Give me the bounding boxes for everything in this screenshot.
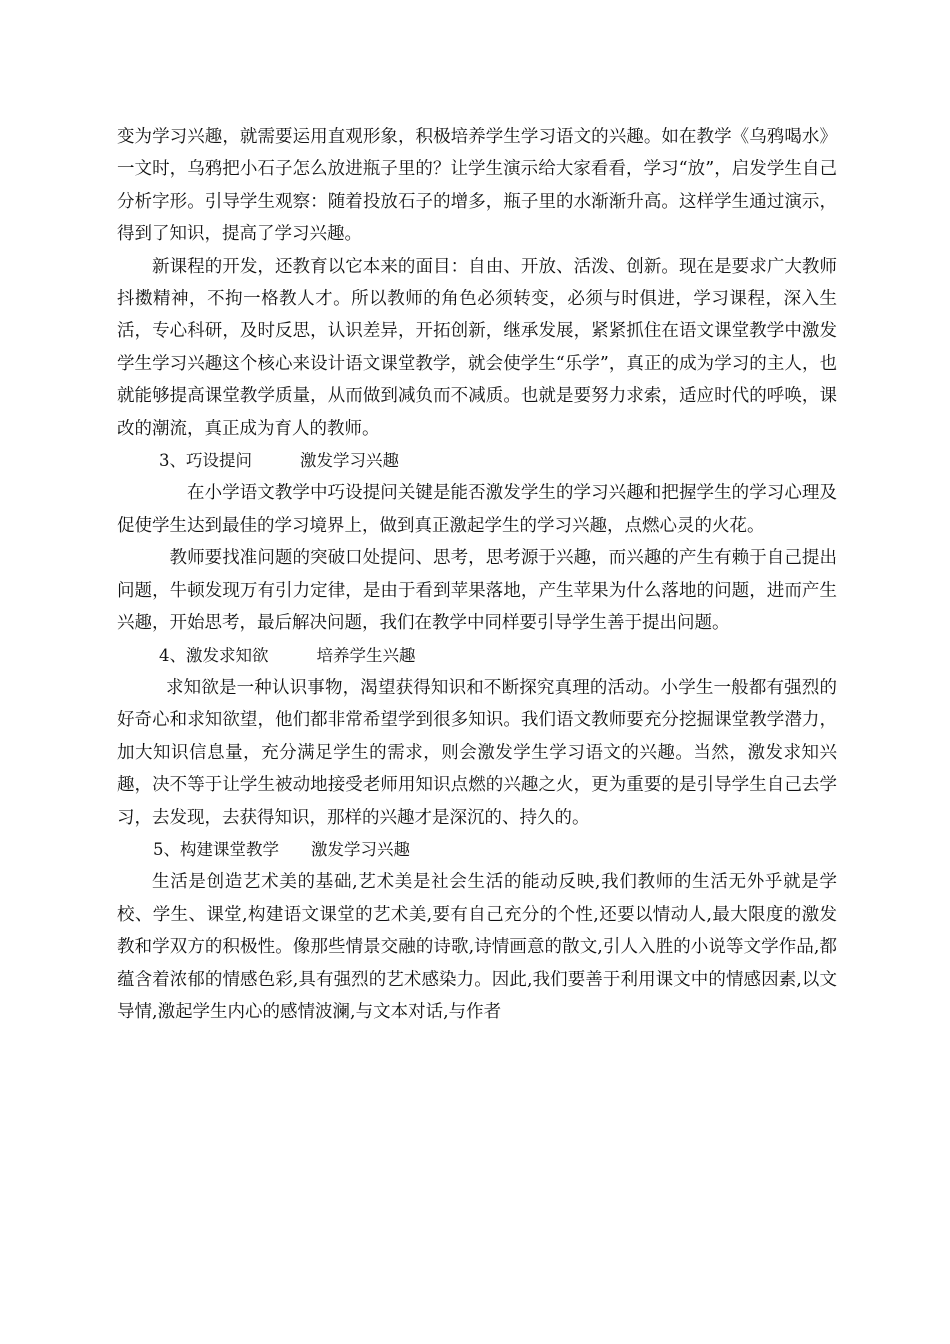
section-heading-3 [117,445,837,477]
paragraph-clever-questions: 在小学语文教学中巧设提问关键是能否激发学生的学习兴趣和把握学生的学习心理及促使学生达到最佳的学习境界上，做到真正激起学生的学习兴趣，点燃心灵的火花。 [117,483,837,536]
paragraph-new-curriculum: 新课程的开发，还教育以它本来的面目：自由、开放、活泼、创新。现在是要求广大教师抖擞精神，不拘一格教人才。所以教师的角色必须转变，必须与时俱进，学习课程，深入生活，专心科研，及时反思，认识差异，开拓创新，继承发展，紧紧抓住在语文课堂教学中激发学生学习兴趣这个核心来设计语文课堂教学，就会使学生“乐学”，真正的成为学习的主人，也就能够提高课堂教学质量，从而做到减负而不减质。也就是要努力求索，适应时代的呼唤，课改的潮流，真正成为育人的教师。 [117,256,837,439]
section-heading-4-title: 培养学生兴趣 [316,645,416,665]
section-heading-4 [117,640,837,672]
section-heading-4-number: 4、激发求知欲 [159,645,269,665]
paragraph-desire-for-knowledge: 求知欲是一种认识事物，渴望获得知识和不断探究真理的活动。小学生一般都有强烈的好奇心和求知欲望，他们都非常希望学到很多知识。我们语文教师要充分挖掘课堂教学潜力，加大知识信息量，充分满足学生的需求，则会激发学生学习语文的兴趣。当然，激发求知兴趣，决不等于让学生被动地接受老师用知识点燃的兴趣之火，更为重要的是引导学生自己去学习，去发现，去获得知识，那样的兴趣才是深沉的、持久的。 [117,677,837,828]
paragraph-find-breakthrough: 教师要找准问题的突破口处提问、思考，思考源于兴趣，而兴趣的产生有赖于自己提出问题，牛顿发现万有引力定律，是由于看到苹果落地，产生苹果为什么落地的问题，进而产生兴趣，开始思考，最后解决问题，我们在教学中同样要引导学生善于提出问题。 [117,548,837,634]
section-heading-3-title: 激发学习兴趣 [300,451,399,471]
section-heading-5-number: 5、构建课堂教学 [153,839,279,859]
paragraph-crow-example: 变为学习兴趣，就需要运用直观形象，积极培养学生学习语文的兴趣。如在教学《乌鸦喝水》一文时，乌鸦把小石子怎么放进瓶子里的？让学生演示给大家看看，学习“放”，启发学生自己分析字形。引导学生观察：随着投放石子的增多，瓶子里的水渐渐升高。这样学生通过演示，得到了知识，提高了学习兴趣。 [117,127,837,245]
section-heading-3-number: 3、巧设提问 [159,451,252,471]
section-heading-5-title: 激发学习兴趣 [311,839,410,859]
paragraph-art-of-classroom: 生活是创造艺术美的基础,艺术美是社会生活的能动反映,我们教师的生活无外乎就是学校、学生、课堂,构建语文课堂的艺术美,要有自己充分的个性,还要以情动人,最大限度的激发教和学双方的积极性。像那些情景交融的诗歌,诗情画意的散文,引人入胜的小说等文学作品,都蕴含着浓郁的情感色彩,具有强烈的艺术感染力。因此,我们要善于利用课文中的情感因素,以文导情,激起学生内心的感情波澜,与文本对话,与作者 [117,872,837,1022]
document-body [117,121,837,1028]
section-heading-5 [117,834,837,866]
